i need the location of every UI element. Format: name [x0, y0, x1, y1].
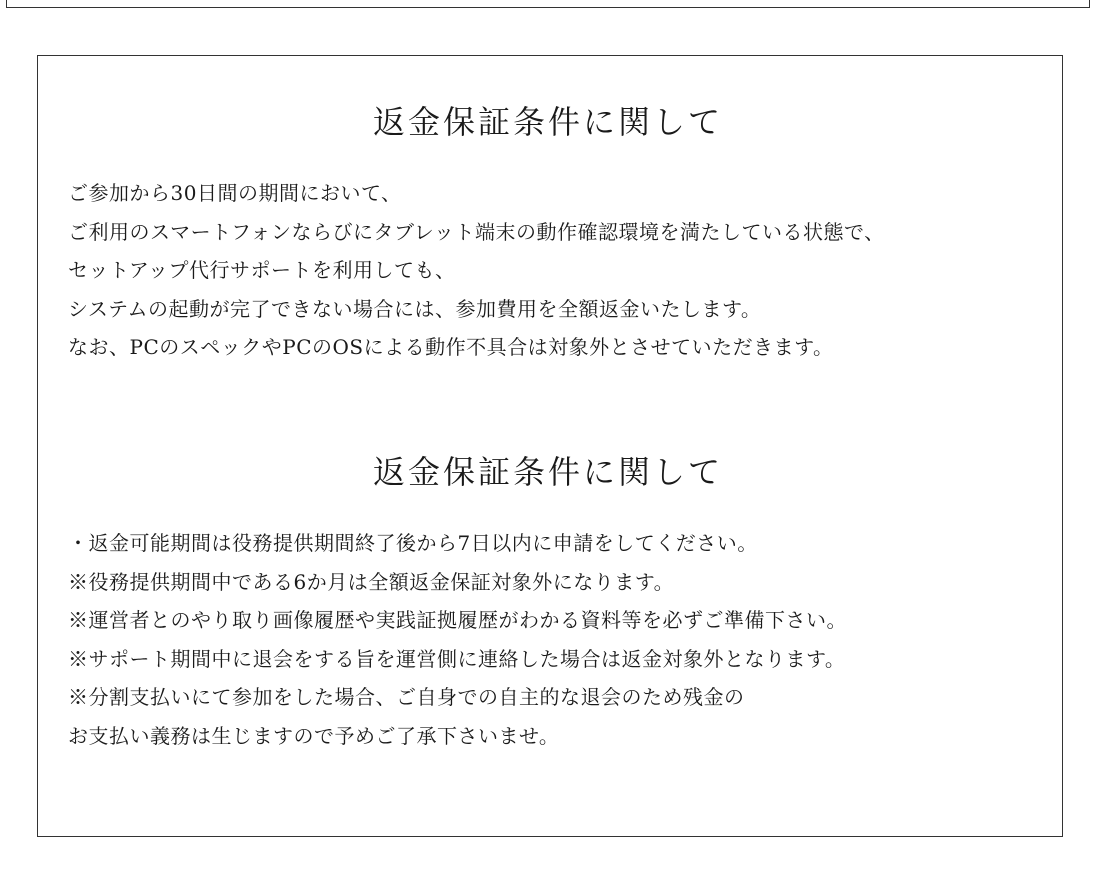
condition-line: ※サポート期間中に退会をする旨を運営側に連絡した場合は返金対象外となります。 — [68, 646, 846, 671]
condition-line: ご参加から30日間の期間において、 — [68, 181, 402, 205]
condition-line: ※役務提供期間中である6か月は全額返金保証対象外になります。 — [68, 569, 675, 594]
section-body — [68, 174, 1028, 367]
section-title: 返金保証条件に関して — [372, 103, 723, 141]
condition-line: ※分割支払いにて参加をした場合、ご自身での自主的な退会のため残金の — [68, 685, 745, 709]
top-frame-border — [6, 0, 1090, 8]
condition-line: セットアップ代行サポートを利用しても、 — [68, 258, 456, 282]
condition-line: ご利用のスマートフォンならびにタブレット端末の動作確認環境を満たしている状態で、 — [68, 219, 885, 244]
condition-line: なお、PCのスペックやPCのOSによる動作不具合は対象外とさせていただきます。 — [68, 335, 834, 359]
condition-line: ※運営者とのやり取り画像履歴や実践証拠履歴がわかる資料等を必ずご準備下さい。 — [68, 608, 847, 632]
section-body — [68, 524, 1028, 755]
condition-line: ・返金可能期間は役務提供期間終了後から7日以内に申請をしてください。 — [68, 531, 758, 555]
condition-line: システムの起動が完了できない場合には、参加費用を全額返金いたします。 — [68, 296, 762, 321]
condition-line: お支払い義務は生じますので予めご了承下さいませ。 — [68, 723, 560, 748]
refund-conditions-section-1 — [68, 98, 1028, 367]
refund-guarantee-box — [37, 55, 1063, 837]
section-title: 返金保証条件に関して — [372, 453, 723, 491]
refund-conditions-section-2 — [68, 448, 1028, 755]
